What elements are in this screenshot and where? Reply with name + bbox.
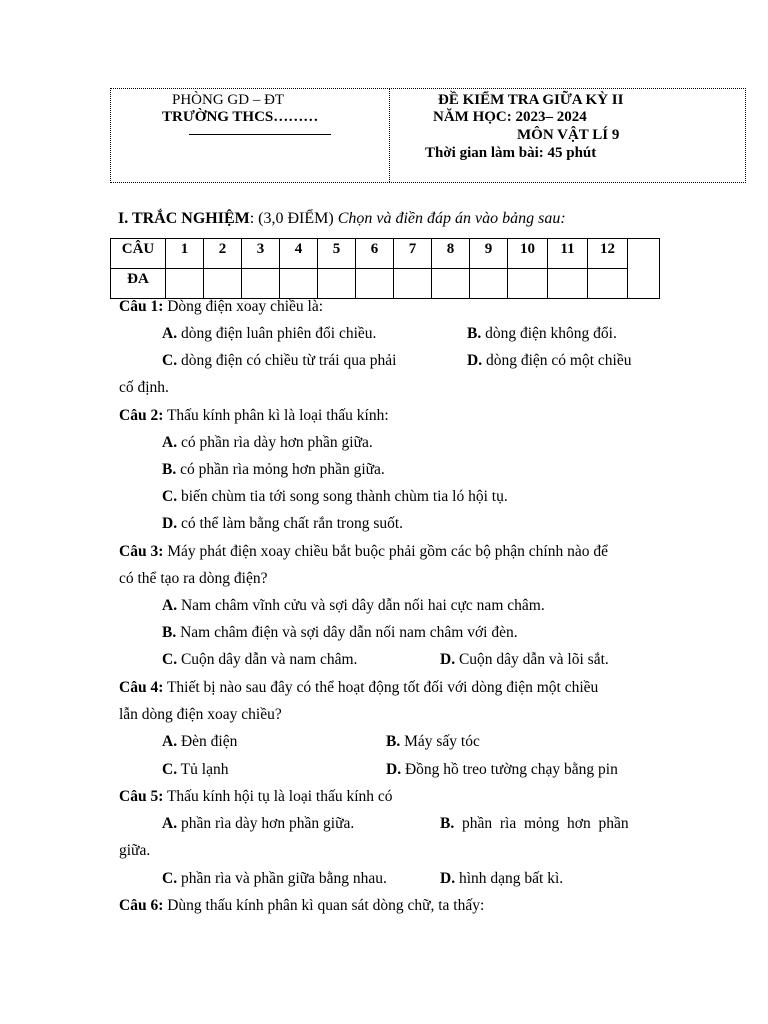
option-text: Đồng hồ treo tường chạy bằng pin	[401, 761, 618, 778]
option-label: B.	[386, 733, 401, 750]
question-3	[119, 542, 608, 562]
q4-option-c	[162, 760, 228, 780]
option-label: D.	[162, 515, 178, 532]
option-text: biến chùm tia tới song song thành chùm tia ló hội tụ.	[177, 488, 508, 505]
exam-title: ĐỀ KIỂM TRA GIỮA KỲ II	[438, 92, 624, 108]
answer-table-header-row	[111, 239, 660, 269]
option-label: A.	[162, 434, 178, 451]
dept-name: PHÒNG GD – ĐT	[172, 92, 285, 108]
option-label: C.	[162, 352, 178, 369]
q5-option-c	[162, 869, 387, 889]
answer-table-extra-cell	[628, 239, 660, 299]
option-label: D.	[467, 352, 483, 369]
option-text: phần rìa và phần giữa bằng nhau.	[177, 870, 387, 887]
option-label: C.	[162, 651, 178, 668]
answer-table-number: 7	[394, 239, 432, 269]
option-label: D.	[440, 651, 456, 668]
q3-option-a	[162, 596, 545, 616]
question-text: Dòng điện xoay chiều là:	[163, 298, 324, 315]
q2-option-a	[162, 433, 373, 453]
option-label: C.	[162, 761, 178, 778]
q2-option-b	[162, 460, 385, 480]
option-text: Cuộn dây dẫn và lõi sắt.	[455, 651, 609, 668]
option-text: Đèn điện	[177, 733, 238, 750]
option-label: A.	[162, 325, 178, 342]
q2-option-d	[162, 514, 403, 534]
answer-cell[interactable]	[588, 269, 628, 299]
option-text: có thể làm bằng chất rắn trong suốt.	[177, 515, 404, 532]
option-label: A.	[162, 597, 178, 614]
answer-cell[interactable]	[166, 269, 204, 299]
option-label: A.	[162, 733, 178, 750]
question-text: Thấu kính phân kì là loại thấu kính:	[163, 407, 389, 424]
option-label: D.	[440, 870, 456, 887]
answer-table-number: 3	[242, 239, 280, 269]
answer-table-number: 4	[280, 239, 318, 269]
question-text: Dùng thấu kính phân kì quan sát dòng chữ, ta thấy:	[163, 897, 485, 914]
answer-table-number: 12	[588, 239, 628, 269]
option-text: dòng điện có một chiều	[482, 352, 632, 369]
question-label: Câu 1:	[119, 298, 164, 315]
option-text: dòng điện luân phiên đổi chiều.	[177, 325, 377, 342]
option-label: B.	[162, 461, 177, 478]
option-text: phần rìa mỏng hơn phần	[454, 815, 629, 832]
answer-table	[110, 238, 660, 299]
option-text: dòng điện có chiều từ trái qua phải	[177, 352, 397, 369]
school-year: NĂM HỌC: 2023– 2024	[433, 109, 587, 125]
answer-cell[interactable]	[508, 269, 548, 299]
answer-table-number: 10	[508, 239, 548, 269]
option-text: có phần rìa mỏng hơn phần giữa.	[176, 461, 385, 478]
answer-table-number: 5	[318, 239, 356, 269]
school-underline	[189, 134, 331, 135]
answer-cell[interactable]	[356, 269, 394, 299]
subject: MÔN VẬT LÍ 9	[517, 127, 620, 143]
q3-option-c	[162, 650, 357, 670]
option-text: phần rìa dày hơn phần giữa.	[177, 815, 355, 832]
section-instruction: Chọn và điền đáp án vào bảng sau:	[337, 210, 566, 227]
option-text: hình dạng bất kì.	[455, 870, 564, 887]
option-label: C.	[162, 488, 178, 505]
answer-table-answer-row	[111, 269, 660, 299]
option-text: Nam châm vĩnh cửu và sợi dây dẫn nối hai cực nam châm.	[177, 597, 545, 614]
question-1	[119, 297, 323, 317]
question-text: Thiết bị nào sau đây có thể hoạt động tốt đối với dòng điện một chiều	[163, 679, 599, 696]
q1-option-d	[467, 351, 631, 371]
question-label: Câu 5:	[119, 788, 164, 805]
q2-option-c	[162, 487, 508, 507]
q1-option-b	[467, 324, 617, 344]
q5-option-b-continued: giữa.	[119, 842, 151, 859]
question-5	[119, 787, 393, 807]
option-text: Cuộn dây dẫn và nam châm.	[177, 651, 358, 668]
answer-table-number: 1	[166, 239, 204, 269]
question-2	[119, 406, 389, 426]
exam-time: Thời gian làm bài: 45 phút	[425, 145, 597, 161]
section-title	[118, 210, 566, 228]
q1-option-c	[162, 351, 396, 371]
question-label: Câu 4:	[119, 679, 164, 696]
school-name: TRƯỜNG THCS………	[162, 109, 319, 125]
option-text: Nam châm điện và sợi dây dẫn nối nam châm với đèn.	[176, 624, 518, 641]
answer-table-label-cau: CÂU	[111, 239, 166, 269]
answer-cell[interactable]	[548, 269, 588, 299]
section-title-bold: I. TRẮC NGHIỆM	[118, 210, 250, 227]
answer-cell[interactable]	[204, 269, 242, 299]
answer-cell[interactable]	[432, 269, 470, 299]
option-text: có phần rìa dày hơn phần giữa.	[177, 434, 373, 451]
question-6	[119, 896, 484, 916]
answer-cell[interactable]	[242, 269, 280, 299]
option-label: C.	[162, 870, 178, 887]
section-points: : (3,0 ĐIỂM)	[249, 210, 338, 227]
q5-option-b	[440, 814, 629, 834]
q4-option-a	[162, 732, 237, 752]
option-label: B.	[467, 325, 482, 342]
answer-table-number: 8	[432, 239, 470, 269]
q4-option-b	[386, 732, 480, 752]
option-text: dòng điện không đổi.	[481, 325, 617, 342]
q3-option-b	[162, 623, 518, 643]
answer-cell[interactable]	[394, 269, 432, 299]
q4-option-d	[386, 760, 618, 780]
question-4	[119, 678, 598, 698]
option-label: B.	[162, 624, 177, 641]
option-label: A.	[162, 815, 178, 832]
q1-option-a	[162, 324, 376, 344]
option-text: Máy sấy tóc	[400, 733, 480, 750]
q3-option-d	[440, 650, 609, 670]
answer-table-number: 6	[356, 239, 394, 269]
question-label: Câu 6:	[119, 897, 164, 914]
question-label: Câu 2:	[119, 407, 164, 424]
question-text: Thấu kính hội tụ là loại thấu kính có	[163, 788, 393, 805]
answer-table-number: 11	[548, 239, 588, 269]
question-4-continued: lẫn dòng điện xoay chiều?	[119, 706, 282, 723]
question-label: Câu 3:	[119, 543, 164, 560]
q5-option-d	[440, 869, 563, 889]
answer-cell[interactable]	[318, 269, 356, 299]
option-label: B.	[440, 815, 455, 832]
header-box	[110, 88, 746, 183]
answer-table-label-da: ĐA	[111, 269, 166, 299]
option-label: D.	[386, 761, 402, 778]
q1-option-d-continued: cố định.	[119, 379, 169, 396]
question-3-continued: có thể tạo ra dòng điện?	[119, 570, 268, 587]
answer-table-number: 9	[470, 239, 508, 269]
q5-option-a	[162, 814, 354, 834]
answer-table-number: 2	[204, 239, 242, 269]
option-text: Tủ lạnh	[177, 761, 229, 778]
question-text: Máy phát điện xoay chiều bắt buộc phải gồm các bộ phận chính nào để	[163, 543, 608, 560]
answer-cell[interactable]	[280, 269, 318, 299]
header-divider	[389, 89, 390, 182]
answer-cell[interactable]	[470, 269, 508, 299]
